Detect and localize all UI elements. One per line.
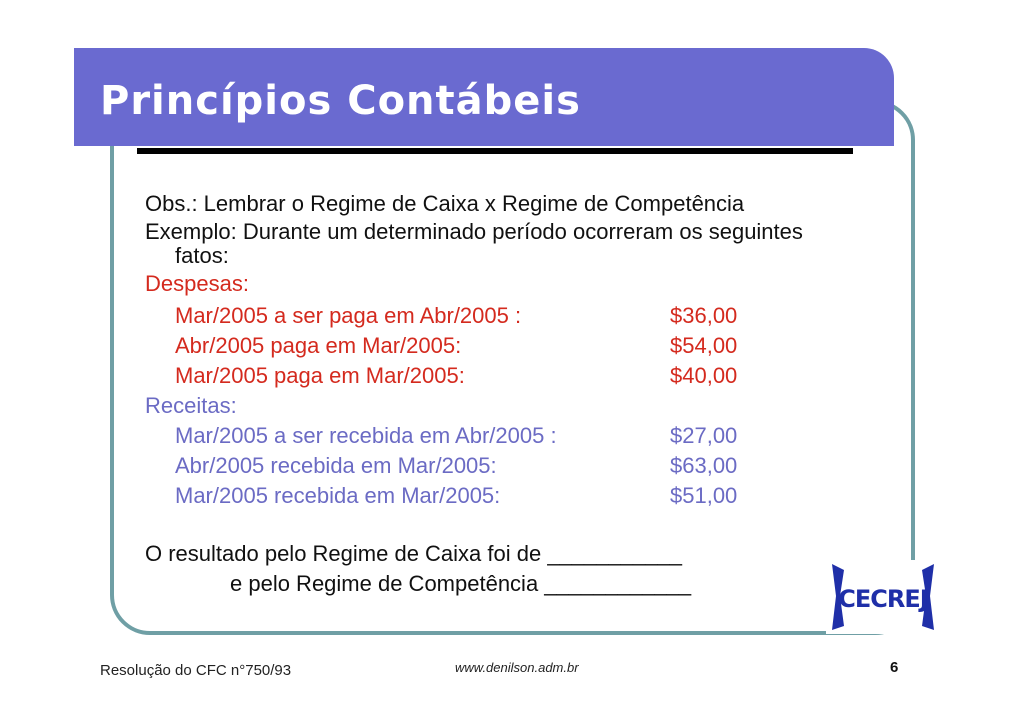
revenues-heading: Receitas: xyxy=(145,393,237,418)
revenue-item-label: Abr/2005 recebida em Mar/2005: xyxy=(175,453,497,478)
expense-item-amount: $36,00 xyxy=(670,303,738,328)
title-underline xyxy=(137,148,853,154)
revenue-item-label: Mar/2005 recebida em Mar/2005: xyxy=(175,483,501,508)
example-text-line2: fatos: xyxy=(175,243,229,268)
footer-website: www.denilson.adm.br xyxy=(455,660,579,675)
revenue-item-amount: $51,00 xyxy=(670,483,738,508)
slide-title: Princípios Contábeis xyxy=(100,78,581,124)
expenses-heading: Despesas: xyxy=(145,271,249,296)
example-text-line1: Exemplo: Durante um determinado período ocorreram os seguintes xyxy=(145,219,803,244)
obs-text: Obs.: Lembrar o Regime de Caixa x Regime de Competência xyxy=(145,191,745,216)
revenue-item-amount: $63,00 xyxy=(670,453,738,478)
expense-item-label: Mar/2005 a ser paga em Abr/2005 : xyxy=(175,303,522,328)
expense-item-label: Mar/2005 paga em Mar/2005: xyxy=(175,363,465,388)
expense-item-label: Abr/2005 paga em Mar/2005: xyxy=(175,333,462,358)
svg-text:CECREJ: CECREJ xyxy=(838,585,928,613)
expense-item-amount: $40,00 xyxy=(670,363,738,388)
page-number: 6 xyxy=(890,659,899,676)
revenue-item-amount: $27,00 xyxy=(670,423,738,448)
question-cash-basis: O resultado pelo Regime de Caixa foi de ___________ xyxy=(145,541,682,566)
revenue-item-label: Mar/2005 a ser recebida em Abr/2005 : xyxy=(175,423,557,448)
expense-item-amount: $54,00 xyxy=(670,333,738,358)
question-accrual-basis: e pelo Regime de Competência ____________ xyxy=(230,571,692,596)
footer-resolution: Resolução do CFC n°750/93 xyxy=(100,662,292,679)
cecrej-logo xyxy=(826,560,940,634)
